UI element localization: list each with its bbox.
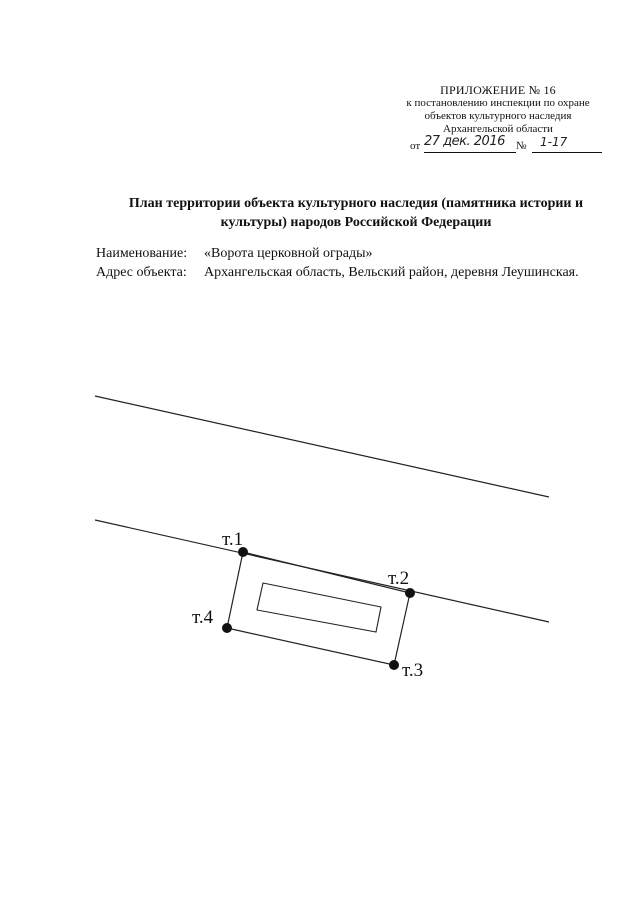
point-1-label: т.1 (222, 529, 244, 550)
handwritten-date: 27 дек. 2016 (424, 134, 505, 149)
appendix-title: ПРИЛОЖЕНИЕ № 16 (440, 83, 556, 97)
point-4-marker (222, 623, 232, 633)
appendix-line-3: Архангельской области (443, 123, 553, 135)
handwritten-number: 1-17 (540, 135, 568, 149)
from-label: от (410, 140, 421, 152)
point-3-marker (389, 660, 399, 670)
name-value: «Ворота церковной ограды» (204, 246, 373, 261)
point-4-label: т.4 (192, 607, 214, 628)
number-label: № (516, 140, 527, 152)
gate-outline (257, 583, 381, 632)
road-line-upper (95, 396, 549, 497)
address-label: Адрес объекта: (96, 265, 187, 280)
address-value: Архангельская область, Вельский район, деревня Леушинская. (204, 265, 579, 280)
point-3-label: т.3 (402, 660, 424, 681)
document-title: План территории объекта культурного наследия (памятника истории и культуры) народов Российской Федерации (128, 196, 584, 230)
appendix-line-2: объектов культурного наследия (424, 110, 572, 122)
point-2-marker (405, 588, 415, 598)
name-label: Наименование: (96, 246, 188, 261)
appendix-line-1: к постановлению инспекции по охране (406, 97, 590, 109)
territory-boundary (227, 552, 410, 665)
point-2-label: т.2 (388, 568, 410, 589)
